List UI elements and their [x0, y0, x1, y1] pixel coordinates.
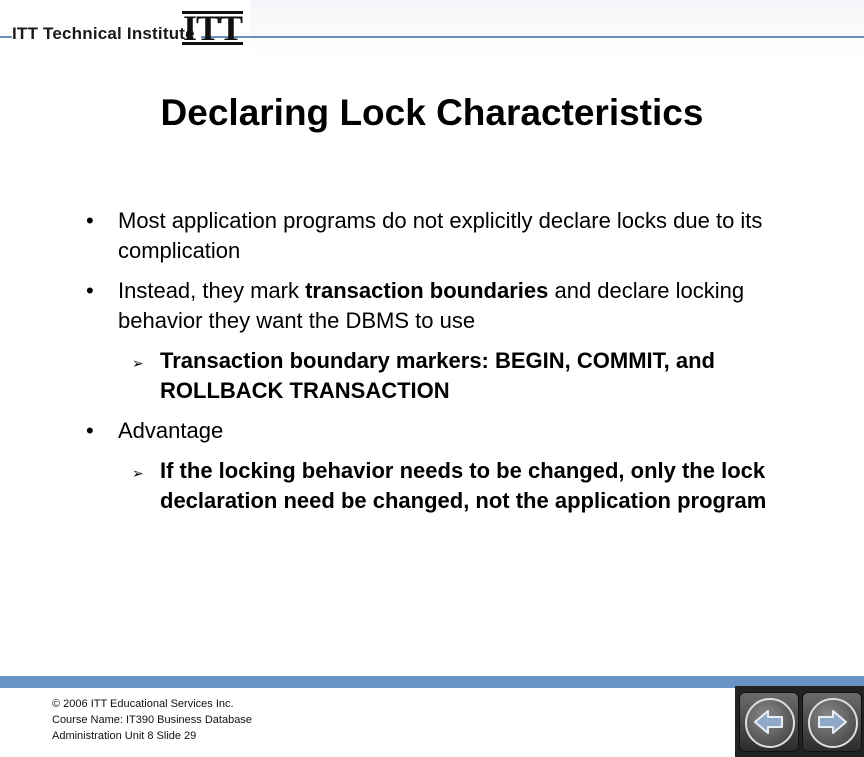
bullet-text-pre: Instead, they mark	[118, 278, 306, 303]
slide-title: Declaring Lock Characteristics	[160, 92, 704, 133]
bullet-item	[86, 206, 786, 266]
header	[0, 0, 864, 62]
sub-bullet-text: If the locking behavior needs to be changed, only the lock declaration need be changed, not the application program	[160, 458, 767, 513]
slide-content	[86, 206, 786, 526]
sub-bullet-text: Transaction boundary markers: BEGIN, COMMIT, and ROLLBACK TRANSACTION	[160, 348, 715, 403]
bullet-text: Advantage	[118, 418, 224, 443]
copyright-text: © 2006 ITT Educational Services Inc.	[52, 698, 234, 710]
header-gradient	[250, 0, 864, 60]
sub-bullet-item	[86, 456, 786, 516]
itt-logo	[182, 10, 243, 46]
institute-name: ITT Technical Institute	[12, 24, 201, 44]
bullet-text-post: and declare locking behavior they want the DBMS to use	[118, 278, 745, 333]
bullet-item	[86, 416, 786, 446]
sub-bullet-item	[86, 346, 786, 406]
logo-text: ITT	[183, 8, 243, 48]
course-name-text: Course Name: IT390 Business Database	[52, 714, 252, 726]
footer-info	[52, 696, 252, 744]
bullet-dot: •	[86, 208, 94, 233]
bullet-text-bold: transaction boundaries	[305, 278, 549, 303]
arrow-left-icon	[749, 702, 789, 742]
arrow-bullet-icon: ➢	[132, 355, 144, 371]
next-slide-button[interactable]	[802, 692, 862, 752]
unit-slide-text: Administration Unit 8 Slide 29	[52, 730, 197, 742]
bullet-text: Most application programs do not explicitly declare locks due to its complication	[118, 208, 763, 263]
arrow-bullet-icon: ➢	[132, 465, 144, 481]
bullet-dot: •	[86, 278, 94, 303]
slide-navigation	[735, 686, 864, 757]
arrow-right-icon	[812, 702, 852, 742]
bullet-item	[86, 276, 786, 336]
previous-slide-button[interactable]	[739, 692, 799, 752]
bullet-dot: •	[86, 418, 94, 443]
